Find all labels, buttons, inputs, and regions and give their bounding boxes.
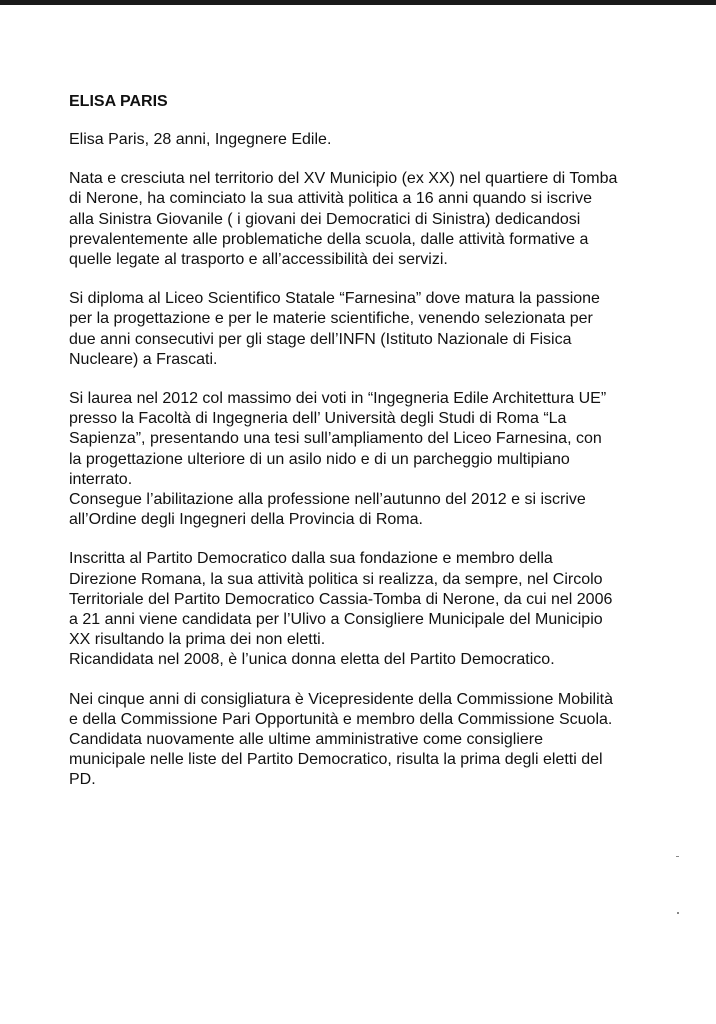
text-line: interrato. xyxy=(69,470,133,488)
scan-speck xyxy=(676,856,679,857)
text-line: per la progettazione e per le materie scientifiche, venendo selezionata per xyxy=(69,310,593,328)
text-line: Nucleare) a Frascati. xyxy=(69,350,218,368)
text-line: Ricandidata nel 2008, è l’unica donna eletta del Partito Democratico. xyxy=(69,651,555,669)
text-line: presso la Facoltà di Ingegneria dell’ Università degli Studi di Roma “La xyxy=(69,410,567,428)
text-line: all’Ordine degli Ingegneri della Provincia di Roma. xyxy=(69,511,423,529)
text-line: Si laurea nel 2012 col massimo dei voti in “Ingegneria Edile Architettura UE” xyxy=(69,390,607,408)
text-line: Candidata nuovamente alle ultime amministrative come consigliere xyxy=(69,731,544,749)
document-page xyxy=(69,92,669,810)
text-line: Si diploma al Liceo Scientifico Statale “Farnesina” dove matura la passione xyxy=(69,290,600,308)
text-line: di Nerone, ha cominciato la sua attività politica a 16 anni quando si iscrive xyxy=(69,190,592,208)
paragraph-council xyxy=(69,690,669,791)
text-line: a 21 anni viene candidata per l’Ulivo a Consigliere Municipale del Municipio xyxy=(69,611,603,629)
paragraph-intro xyxy=(69,130,669,150)
text-line: XX risultando la prima dei non eletti. xyxy=(69,631,326,649)
text-line: la progettazione ulteriore di un asilo nido e di un parcheggio multipiano xyxy=(69,450,570,468)
scan-speck xyxy=(677,912,679,914)
paragraph-degree xyxy=(69,389,669,530)
text-line: Consegue l’abilitazione alla professione nell’autunno del 2012 e si iscrive xyxy=(69,491,586,509)
text-line: Nata e cresciuta nel territorio del XV Municipio (ex XX) nel quartiere di Tomba xyxy=(69,170,618,188)
paragraph-party xyxy=(69,549,669,670)
scan-top-edge xyxy=(0,0,716,5)
text-line: alla Sinistra Giovanile ( i giovani dei Democratici di Sinistra) dedicandosi xyxy=(69,210,581,228)
text-line: quelle legate al trasporto e all’accessibilità dei servizi. xyxy=(69,251,448,269)
text-line: prevalentemente alle problematiche della scuola, dalle attività formative a xyxy=(69,230,589,248)
text-line: Elisa Paris, 28 anni, Ingegnere Edile. xyxy=(69,131,332,148)
text-line: Territoriale del Partito Democratico Cassia-Tomba di Nerone, da cui nel 2006 xyxy=(69,590,613,608)
text-line: Direzione Romana, la sua attività politica si realizza, da sempre, nel Circolo xyxy=(69,570,603,588)
paragraph-diploma xyxy=(69,289,669,370)
document-title: ELISA PARIS xyxy=(69,93,168,110)
text-line: Nei cinque anni di consigliatura è Vicepresidente della Commissione Mobilità xyxy=(69,690,613,708)
text-line: e della Commissione Pari Opportunità e membro della Commissione Scuola. xyxy=(69,710,613,728)
text-line: due anni consecutivi per gli stage dell’INFN (Istituto Nazionale di Fisica xyxy=(69,330,572,348)
text-line: Sapienza”, presentando una tesi sull’ampliamento del Liceo Farnesina, con xyxy=(69,430,602,448)
paragraph-background xyxy=(69,169,669,270)
text-line: Inscritta al Partito Democratico dalla sua fondazione e membro della xyxy=(69,550,553,568)
text-line: municipale nelle liste del Partito Democratico, risulta la prima degli eletti del xyxy=(69,751,603,769)
text-line: PD. xyxy=(69,771,96,789)
